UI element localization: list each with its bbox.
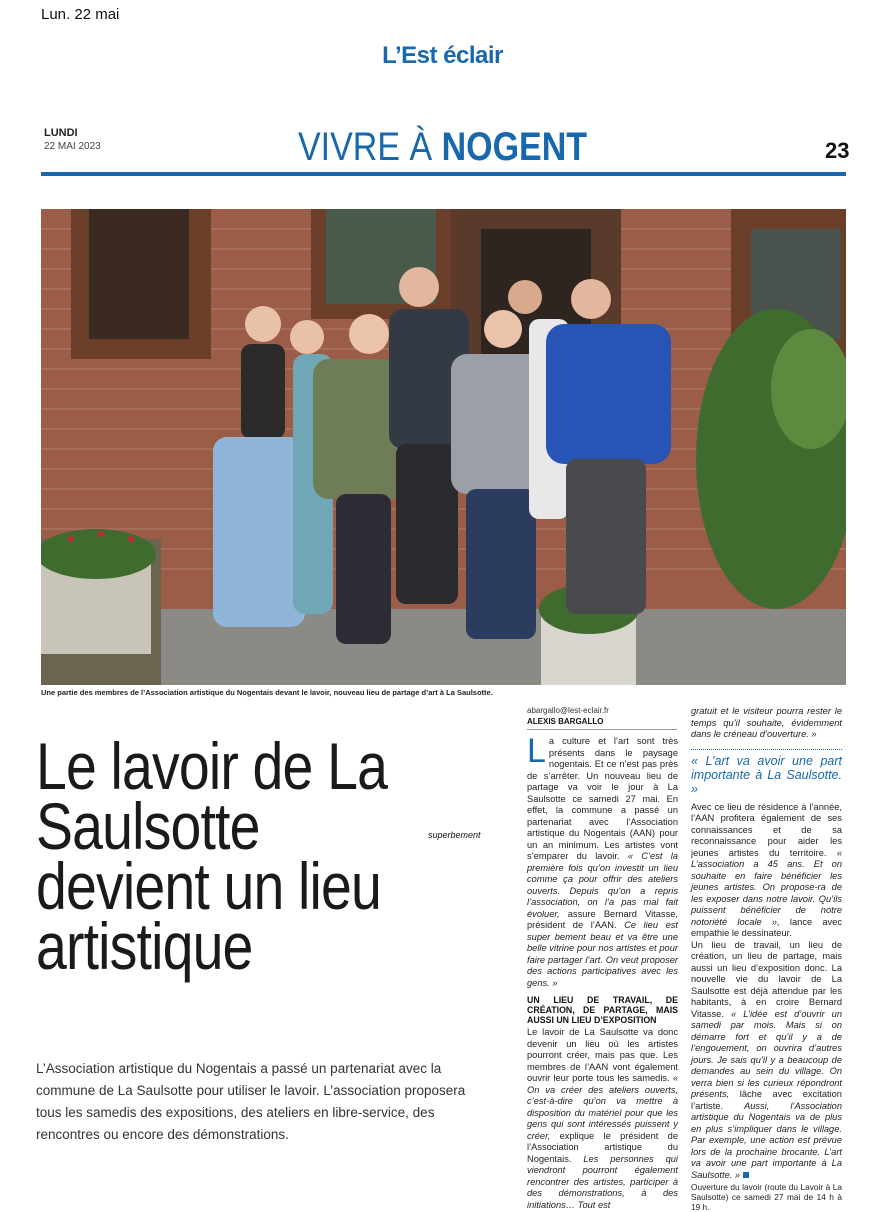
article-column-1 — [527, 732, 678, 1211]
page-number: 23 — [825, 138, 850, 163]
section-title — [66, 125, 818, 170]
group-photo-illustration — [41, 209, 846, 685]
author-email[interactable]: abargallo@lest-eclair.fr — [527, 706, 609, 715]
opening-info: Ouverture du lavoir (route du Lavoir à La Saulsotte) ce samedi 27 mai de 14 h à 19 h. — [691, 1182, 842, 1212]
newspaper-logo: L’Est éclair — [382, 42, 503, 69]
body-text: explique le président de l’Association artistique du Nogentais. — [527, 1130, 678, 1164]
drop-cap: L — [527, 732, 546, 770]
article-photo — [41, 209, 846, 685]
body-paragraph: a culture et l’art sont très présents dans le paysage nogentais. Et ce n’est pas près de s’arrêter. Un nouveau lieu de partage va voir le jour à La Saulsotte ce samedi 27 mai. En effet, la commune a passé un partenariat avec l’Association artistique du Nogentais (AAN) pour un an minimum. Les artistes vont s’emparer du lavoir. — [527, 736, 678, 861]
section-title-light: VIVRE À — [297, 125, 433, 169]
quote-text: « C’est la première fois qu’on investit un lieu comme ça pour offrir des ateliers ouverts. Depuis qu’on a repris l’association, on l’a pas mal fait évoluer, — [527, 851, 678, 919]
author-byline: ALEXIS BARGALLO — [527, 717, 604, 726]
handwritten-annotation: superbement — [428, 830, 481, 840]
article-headline: Le lavoir de La Saulsotte devient un lieu artistique — [36, 729, 388, 983]
article-lede: L’Association artistique du Nogentais a passé un partenariat avec la commune de La Saulsotte pour utiliser le lavoir. L’association proposera tous les samedis des expositions, des ateliers en libre-service, des rencontres ou encore des démonstrations. — [36, 1061, 466, 1142]
status-date: Lun. 22 mai — [41, 6, 120, 23]
quote-text: Ce lieu est super bement beau et va être une belle vitrine pour nos artistes et pour faire partager l’art. On veut proposer des actions participatives avec les gens. » — [527, 920, 678, 988]
photo-caption: Une partie des membres de l’Association artistique du Nogentais devant le lavoir, nouveau lieu de partage d’art à La Saulsotte. — [41, 688, 493, 697]
quote-text: gratuit et le visiteur pourra rester le temps qu’il souhaite, évidemment dans le créneau d’ouverture. » — [691, 706, 842, 739]
byline-rule — [527, 729, 677, 730]
quote-text: Aussi, l’Association artistique du Nogentais va de plus en plus s’impliquer dans le village. Par exemple, une action est prévue lors de la prochaine brocante. L’art va avoir une part importante à La Saulsotte. » — [691, 1100, 842, 1180]
body-text: lâche avec excitation l’artiste. — [691, 1089, 842, 1111]
end-of-article-icon — [743, 1172, 749, 1178]
body-text: assure Bernard Vitasse, président de l’AAN. — [527, 908, 678, 930]
body-paragraph: Un lieu de travail, un lieu de création, un lieu de partage, mais aussi un lieu d’exposition donc. La nouvelle vie du lavoir de La Saulsotte est déjà attendue par les habitants, à en croire Bernard Vitasse. — [691, 939, 842, 1019]
section-title-bold: NOGENT — [441, 125, 588, 169]
article-subhead: UN LIEU DE TRAVAIL, DE CRÉATION, DE PARTAGE, MAIS AUSSI UN LIEU D’EXPOSITION — [527, 995, 678, 1025]
pull-quote: « L’art va avoir une part importante à La Saulsotte. » — [691, 749, 842, 796]
body-paragraph: Le lavoir de La Saulsotte va donc devenir un lieu où les artistes pourront créer, mais pas que. Les membres de l’AAN vont également ouvrir leur porte tous les samedis. — [527, 1027, 678, 1083]
quote-text: « L’association a 45 ans. Et on souhaite en faire bénéficier les jeunes artistes. On propose-ra de les exposer dans notre lavoir. Qu’ils puissent bénéficier de notre notoriété locale », — [691, 847, 842, 927]
section-rule — [41, 172, 846, 176]
issue-day: LUNDI — [44, 127, 78, 139]
body-paragraph: Avec ce lieu de résidence à l’année, l’AAN profitera également de ses connaissances et de sa reconnaissance pour aider les jeunes artistes du territoire. — [691, 801, 842, 858]
quote-text: « L’idée est d’ouvrir un samedi par mois. Mais si on démarre fort et qu’il y a de l’engouement, on ouvrira d’autres jours. Je sais qu’il y a beaucoup de demandes au sein du village. On verra bien si les curieux répondront présents, — [691, 1008, 842, 1099]
issue-date: 22 MAI 2023 — [44, 141, 101, 152]
quote-text: « On va créer des ateliers ouverts, c’est-à-dire qu’on va mettre à disposition du matériel pour que les gens qui sont intéressés puissent y créer, — [527, 1073, 678, 1141]
quote-text: Les personnes qui viendront pourront également rencontrer des artistes, participer à des démonstrations, à des initiations… Tout est — [527, 1153, 678, 1210]
body-text: lance avec empathie le dessinateur. — [691, 916, 842, 938]
article-column-2 — [691, 706, 842, 1212]
